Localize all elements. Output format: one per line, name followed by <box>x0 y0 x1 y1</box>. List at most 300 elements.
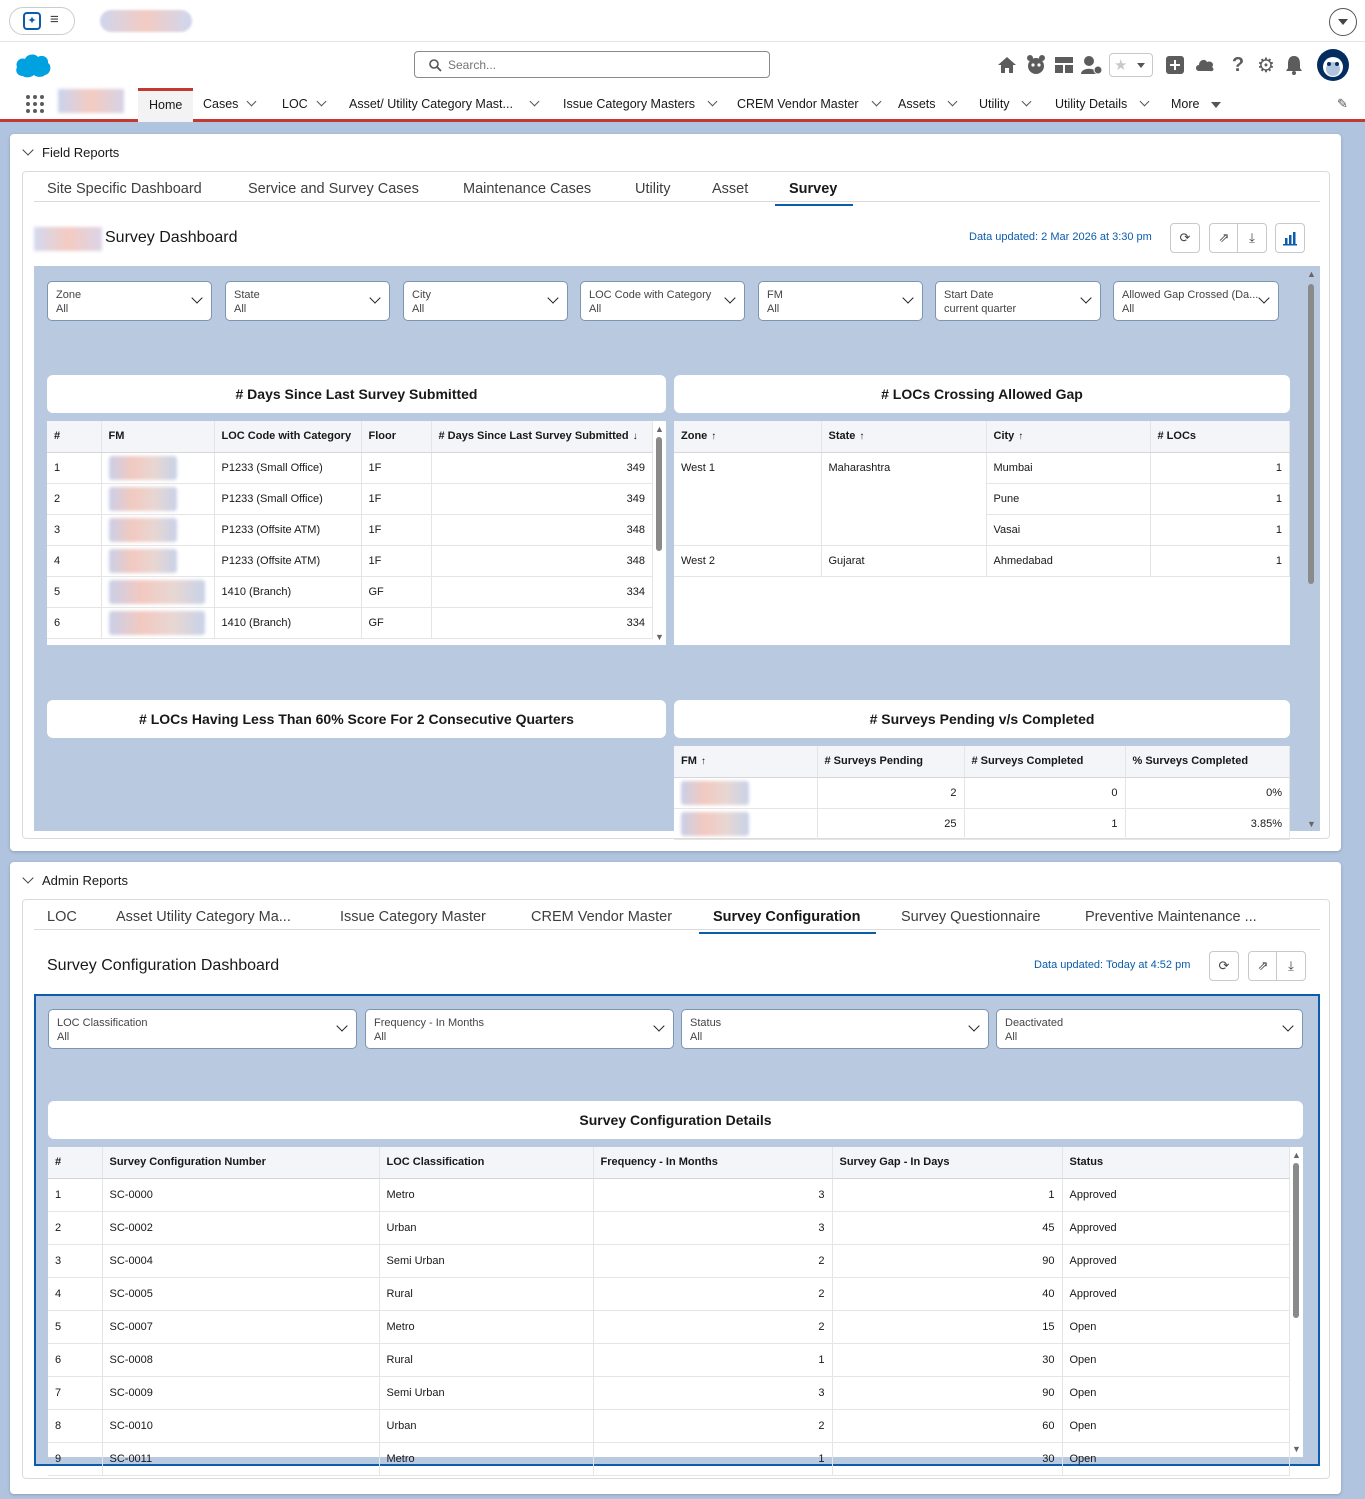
cell: SC-0002 <box>102 1211 379 1244</box>
column-header-zone[interactable] <box>674 421 821 452</box>
download-button[interactable] <box>1237 223 1267 253</box>
cell: 1 <box>48 1178 102 1211</box>
cell: 1F <box>361 545 431 576</box>
tab-maintenance-cases[interactable]: Maintenance Cases <box>463 181 592 197</box>
surveys-pending-table[interactable] <box>674 746 1290 831</box>
scroll-up-icon[interactable]: ▲ <box>1307 269 1316 279</box>
filter-allowed-gap[interactable] <box>1113 281 1279 321</box>
cell: Gujarat <box>821 545 986 576</box>
help-icon[interactable]: ? <box>1231 53 1245 76</box>
widget-title-days-since-survey: # Days Since Last Survey Submitted <box>47 375 666 413</box>
nav-item-assets[interactable] <box>898 88 956 122</box>
widget-title-survey-config: Survey Configuration Details <box>48 1101 1303 1139</box>
nav-label: LOC <box>282 97 308 111</box>
filter-city[interactable] <box>403 281 568 321</box>
days-since-survey-table[interactable] <box>47 421 653 645</box>
nav-item-utility[interactable] <box>979 88 1030 122</box>
tab-service-survey-cases[interactable]: Service and Survey Cases <box>248 181 419 197</box>
nav-label: Utility <box>979 97 1010 111</box>
nav-item-issue-category[interactable] <box>563 88 716 122</box>
filter-deactivated[interactable] <box>996 1009 1303 1049</box>
cell: 1 <box>1150 545 1290 576</box>
fm-cell <box>101 545 214 576</box>
nav-label: More <box>1171 97 1200 111</box>
cell: 4 <box>48 1277 102 1310</box>
header-label: State <box>828 430 856 443</box>
table-row[interactable] <box>47 576 653 607</box>
filter-value: current quarter <box>944 303 1017 315</box>
scrollbar[interactable] <box>1293 1163 1299 1318</box>
column-header[interactable]: # LOCs <box>1150 421 1290 452</box>
column-header-sorted[interactable] <box>431 421 653 452</box>
scroll-down-icon[interactable]: ▼ <box>655 632 664 642</box>
tab-utility[interactable]: Utility <box>635 181 671 197</box>
cell: Approved <box>1062 1244 1290 1277</box>
sort-descending-icon: ↓ <box>632 431 638 443</box>
cell: 2 <box>817 777 964 808</box>
section-title: Admin Reports <box>42 873 128 888</box>
filter-label: Deactivated <box>1005 1017 1064 1029</box>
column-header[interactable]: LOC Classification <box>379 1147 593 1178</box>
dashboard-icon[interactable] <box>1053 54 1075 76</box>
blurred-name <box>681 781 749 805</box>
cell: West 2 <box>674 545 821 576</box>
cell: Rural <box>379 1343 593 1376</box>
table-row[interactable] <box>48 1442 1290 1475</box>
cell: GF <box>361 576 431 607</box>
cell: SC-0008 <box>102 1343 379 1376</box>
cell: 45 <box>832 1211 1062 1244</box>
cell: 30 <box>832 1343 1062 1376</box>
cell: P1233 (Offsite ATM) <box>214 514 361 545</box>
cell: 15 <box>832 1310 1062 1343</box>
scroll-down-icon[interactable]: ▼ <box>1307 819 1316 829</box>
top-bar <box>0 0 1365 42</box>
cell: 2 <box>593 1244 832 1277</box>
cell: 90 <box>832 1244 1062 1277</box>
sort-ascending-icon: ↑ <box>1018 431 1024 443</box>
fm-cell <box>101 607 214 638</box>
cell: SC-0004 <box>102 1244 379 1277</box>
analytics-button[interactable] <box>1275 223 1305 253</box>
section-title: Field Reports <box>42 145 120 160</box>
agent-icon: ✦ <box>23 12 41 30</box>
filter-status[interactable] <box>681 1009 989 1049</box>
blurred-name <box>109 456 177 480</box>
cell: 6 <box>47 607 101 638</box>
table-row[interactable] <box>48 1211 1290 1244</box>
cell: 60 <box>832 1409 1062 1442</box>
table-row[interactable] <box>48 1343 1290 1376</box>
cell: Urban <box>379 1409 593 1442</box>
cell: 3 <box>593 1211 832 1244</box>
refresh-button[interactable] <box>1209 951 1239 981</box>
blurred-name <box>109 549 177 573</box>
cell: Pune <box>986 483 1150 514</box>
cell: 4 <box>47 545 101 576</box>
cell: 349 <box>431 483 653 514</box>
cell: Metro <box>379 1442 593 1475</box>
caret-down-icon <box>1211 102 1221 108</box>
cell: 3.85% <box>1125 808 1290 839</box>
cell: 2 <box>593 1409 832 1442</box>
tab-preventive-maintenance[interactable]: Preventive Maintenance ... <box>1085 909 1257 925</box>
widget-title-locs-crossing-gap: # LOCs Crossing Allowed Gap <box>674 375 1290 413</box>
filter-value: All <box>1005 1031 1018 1043</box>
menu-icon: ≡ <box>50 11 59 28</box>
dashboard-title: Survey Dashboard <box>105 229 238 246</box>
data-updated-text: Data updated: 2 Mar 2026 at 3:30 pm <box>969 231 1152 243</box>
gap-widget-body <box>674 578 1290 645</box>
cell: Mumbai <box>986 452 1150 483</box>
cell: 3 <box>593 1178 832 1211</box>
cell: 2 <box>47 483 101 514</box>
cell: Ahmedabad <box>986 545 1150 576</box>
nav-item-loc[interactable] <box>282 88 325 122</box>
cell: 90 <box>832 1376 1062 1409</box>
cell: 30 <box>832 1442 1062 1475</box>
cell: 1410 (Branch) <box>214 576 361 607</box>
cell: Open <box>1062 1376 1290 1409</box>
field-reports-header[interactable] <box>24 145 119 160</box>
nav-label: Assets <box>898 97 936 111</box>
filter-label: Zone <box>56 289 82 301</box>
cell: 1410 (Branch) <box>214 607 361 638</box>
cell: SC-0011 <box>102 1442 379 1475</box>
locs-crossing-gap-table[interactable] <box>674 421 1290 578</box>
cell: 3 <box>593 1376 832 1409</box>
filter-value: All <box>56 303 69 315</box>
column-header-city[interactable] <box>986 421 1150 452</box>
table-row[interactable] <box>48 1244 1290 1277</box>
filter-label: Status <box>690 1017 722 1029</box>
chevron-down-icon[interactable] <box>1140 97 1150 107</box>
edit-nav-icon[interactable]: ✎ <box>1337 96 1348 111</box>
add-icon[interactable] <box>1164 54 1186 76</box>
cell: P1233 (Small Office) <box>214 452 361 483</box>
blurred-tab <box>100 10 192 32</box>
refresh-icon: ⟳ <box>1179 230 1191 245</box>
nav-label: Asset/ Utility Category Mast... <box>349 97 513 111</box>
cell: 1F <box>361 483 431 514</box>
refresh-icon: ⟳ <box>1218 958 1230 973</box>
favorites-button[interactable] <box>1109 53 1153 77</box>
cell: 1 <box>593 1343 832 1376</box>
filter-value: All <box>1122 303 1135 315</box>
tab-asset-utility-category[interactable]: Asset Utility Category Ma... <box>116 909 291 925</box>
column-header[interactable]: Survey Configuration Number <box>102 1147 379 1178</box>
cell: 0% <box>1125 777 1290 808</box>
filter-value: All <box>412 303 425 315</box>
tab-survey[interactable]: Survey <box>775 176 853 206</box>
column-header[interactable]: Survey Gap - In Days <box>832 1147 1062 1178</box>
nav-label: CREM Vendor Master <box>737 97 859 111</box>
cell: SC-0007 <box>102 1310 379 1343</box>
cell: Metro <box>379 1310 593 1343</box>
filter-label: Allowed Gap Crossed (Da... <box>1122 289 1259 301</box>
cell: Approved <box>1062 1211 1290 1244</box>
chevron-down-icon <box>22 144 33 155</box>
cell: 6 <box>48 1343 102 1376</box>
cell: Approved <box>1062 1178 1290 1211</box>
column-header[interactable]: # Surveys Pending <box>817 746 964 777</box>
cell: Open <box>1062 1310 1290 1343</box>
table-row[interactable] <box>48 1409 1290 1442</box>
nav-item-crem-vendor[interactable] <box>737 88 880 122</box>
chevron-down-icon[interactable] <box>947 97 957 107</box>
cell: 5 <box>48 1310 102 1343</box>
download-icon: ⤓ <box>1288 958 1294 973</box>
cell: 1 <box>1150 452 1290 483</box>
table-row[interactable] <box>48 1277 1290 1310</box>
home-icon[interactable] <box>996 54 1018 76</box>
filter-label: City <box>412 289 431 301</box>
cell: 349 <box>431 452 653 483</box>
widget-title-low-score-locs: # LOCs Having Less Than 60% Score For 2 Consecutive Quarters <box>47 700 666 738</box>
browser-menu-button[interactable] <box>1329 8 1357 36</box>
column-header[interactable]: FM <box>101 421 214 452</box>
cell: 7 <box>48 1376 102 1409</box>
blurred-name <box>681 812 749 836</box>
cell: SC-0009 <box>102 1376 379 1409</box>
scroll-up-icon[interactable]: ▲ <box>655 424 664 434</box>
refresh-button[interactable] <box>1170 223 1200 253</box>
tab-asset[interactable]: Asset <box>712 181 749 197</box>
table-row[interactable] <box>48 1310 1290 1343</box>
column-header[interactable]: % Surveys Completed <box>1125 746 1290 777</box>
filter-label: Frequency - In Months <box>374 1017 485 1029</box>
cell: 5 <box>47 576 101 607</box>
app-launcher-pill[interactable] <box>9 7 75 35</box>
user-settings-icon[interactable] <box>1080 54 1104 76</box>
cell: SC-0010 <box>102 1409 379 1442</box>
nav-label: Issue Category Masters <box>563 97 695 111</box>
fm-cell <box>674 808 817 839</box>
header-label: FM <box>681 755 697 768</box>
widget-title-surveys-pending: # Surveys Pending v/s Completed <box>674 700 1290 738</box>
table-row[interactable] <box>47 545 653 576</box>
cell: 2 <box>593 1277 832 1310</box>
blurred-name <box>109 580 205 604</box>
gear-icon[interactable]: ⚙ <box>1257 54 1275 77</box>
table-row[interactable] <box>47 452 653 483</box>
filter-label: FM <box>767 289 783 301</box>
column-header[interactable]: # <box>48 1147 102 1178</box>
filter-value: All <box>234 303 247 315</box>
cell: West 1 <box>674 452 821 545</box>
cell: GF <box>361 607 431 638</box>
cell: Rural <box>379 1277 593 1310</box>
cell: Approved <box>1062 1277 1290 1310</box>
nav-label: Cases <box>203 97 239 111</box>
trailhead-icon[interactable] <box>1025 54 1047 76</box>
filter-loc-classification[interactable] <box>48 1009 357 1049</box>
cell: Semi Urban <box>379 1376 593 1409</box>
admin-reports-header[interactable] <box>24 873 128 888</box>
cell: Open <box>1062 1409 1290 1442</box>
caret-down-icon <box>1137 63 1145 68</box>
nav-label: Utility Details <box>1055 97 1128 111</box>
cell: 8 <box>48 1409 102 1442</box>
search-icon <box>429 59 442 72</box>
cell: 348 <box>431 545 653 576</box>
filter-frequency[interactable] <box>365 1009 674 1049</box>
global-search[interactable] <box>414 51 770 78</box>
cell: 1 <box>47 452 101 483</box>
app-name-blurred <box>58 89 124 113</box>
tab-survey-configuration[interactable]: Survey Configuration <box>699 904 876 934</box>
nav-item-utility-details[interactable] <box>1055 88 1148 122</box>
table-row[interactable] <box>674 545 1290 576</box>
table-row[interactable] <box>47 607 653 638</box>
dashboard-logo-blurred <box>34 227 102 251</box>
fm-cell <box>101 514 214 545</box>
header-label: # Days Since Last Survey Submitted <box>438 430 629 443</box>
tab-issue-category-master[interactable]: Issue Category Master <box>340 909 486 925</box>
cell: 3 <box>47 514 101 545</box>
scrollbar[interactable] <box>1308 284 1314 584</box>
blurred-name <box>109 518 177 542</box>
cell: 334 <box>431 576 653 607</box>
setup-assistant-icon[interactable] <box>1194 54 1216 76</box>
share-button[interactable] <box>1209 223 1239 253</box>
chevron-down-icon[interactable] <box>1021 97 1031 107</box>
tab-survey-questionnaire[interactable]: Survey Questionnaire <box>901 909 1041 925</box>
filter-value: All <box>767 303 780 315</box>
table-row[interactable] <box>48 1376 1290 1409</box>
filter-label: State <box>234 289 260 301</box>
sort-ascending-icon: ↑ <box>711 431 717 443</box>
share-button[interactable] <box>1248 951 1278 981</box>
low-score-widget-body <box>47 746 666 831</box>
notification-bell-icon[interactable] <box>1283 54 1305 76</box>
fm-cell <box>101 452 214 483</box>
filter-state[interactable] <box>225 281 390 321</box>
table-row[interactable] <box>48 1178 1290 1211</box>
scroll-down-icon[interactable]: ▼ <box>1292 1444 1301 1454</box>
sort-ascending-icon: ↑ <box>700 756 706 768</box>
share-icon: ⇗ <box>1218 230 1230 245</box>
cell: Open <box>1062 1442 1290 1475</box>
cell: P1233 (Small Office) <box>214 483 361 514</box>
filter-value: All <box>57 1031 70 1043</box>
filter-start-date[interactable] <box>935 281 1101 321</box>
cell: 40 <box>832 1277 1062 1310</box>
fm-cell <box>101 576 214 607</box>
search-input[interactable] <box>448 56 748 74</box>
chevron-down-icon <box>22 872 33 883</box>
tab-loc[interactable]: LOC <box>47 909 77 925</box>
nav-item-more[interactable] <box>1171 88 1221 122</box>
cell: Semi Urban <box>379 1244 593 1277</box>
column-header-state[interactable] <box>821 421 986 452</box>
cell: 2 <box>48 1211 102 1244</box>
filter-zone[interactable] <box>47 281 212 321</box>
blurred-name <box>109 487 177 511</box>
header-label: Zone <box>681 430 708 443</box>
table-row[interactable] <box>674 777 1290 808</box>
filter-fm[interactable] <box>758 281 923 321</box>
filter-label: LOC Classification <box>57 1017 148 1029</box>
cell: 0 <box>964 777 1125 808</box>
filter-value: All <box>690 1031 703 1043</box>
download-icon: ⤓ <box>1249 230 1255 245</box>
chevron-down-icon[interactable] <box>529 97 539 107</box>
cell: 1 <box>964 808 1125 839</box>
column-header[interactable]: Frequency - In Months <box>593 1147 832 1178</box>
dashboard-title: Survey Configuration Dashboard <box>47 957 280 974</box>
data-updated-text: Data updated: Today at 4:52 pm <box>1034 959 1191 971</box>
filter-label: LOC Code with Category <box>589 289 712 301</box>
table-row[interactable] <box>47 514 653 545</box>
chevron-down-icon[interactable] <box>247 97 257 107</box>
tab-site-specific-dashboard[interactable]: Site Specific Dashboard <box>47 181 202 197</box>
chevron-down-icon[interactable] <box>708 97 718 107</box>
share-icon: ⇗ <box>1257 958 1269 973</box>
column-header[interactable]: # Surveys Completed <box>964 746 1125 777</box>
cell: 1 <box>1150 483 1290 514</box>
filter-value: All <box>589 303 602 315</box>
table-row[interactable] <box>47 483 653 514</box>
blurred-name <box>109 611 205 635</box>
nav-item-cases[interactable] <box>203 88 255 122</box>
cell: 3 <box>48 1244 102 1277</box>
tab-crem-vendor-master[interactable]: CREM Vendor Master <box>531 909 673 925</box>
chevron-down-icon[interactable] <box>871 97 881 107</box>
avatar[interactable] <box>1317 49 1349 81</box>
nav-item-home[interactable] <box>138 88 193 122</box>
cell: 334 <box>431 607 653 638</box>
scroll-up-icon[interactable]: ▲ <box>1292 1150 1301 1160</box>
cell: Urban <box>379 1211 593 1244</box>
column-header-fm[interactable] <box>674 746 817 777</box>
cell: 9 <box>48 1442 102 1475</box>
fm-cell <box>674 777 817 808</box>
cell: Metro <box>379 1178 593 1211</box>
download-button[interactable] <box>1276 951 1306 981</box>
cell: 1F <box>361 514 431 545</box>
app-launcher-icon[interactable] <box>25 94 45 114</box>
salesforce-cloud-logo[interactable] <box>14 52 52 78</box>
cell: 1 <box>1150 514 1290 545</box>
column-header[interactable]: # <box>47 421 101 452</box>
cell: P1233 (Offsite ATM) <box>214 545 361 576</box>
column-header[interactable]: Floor <box>361 421 431 452</box>
cell: SC-0005 <box>102 1277 379 1310</box>
survey-config-table[interactable] <box>48 1147 1290 1465</box>
column-header[interactable]: Status <box>1062 1147 1290 1178</box>
nav-item-asset-utility[interactable] <box>349 88 538 122</box>
header-label: City <box>993 430 1015 443</box>
sort-ascending-icon: ↑ <box>859 431 865 443</box>
cell: SC-0000 <box>102 1178 379 1211</box>
table-row[interactable] <box>674 808 1290 839</box>
cell: 2 <box>593 1310 832 1343</box>
fm-cell <box>101 483 214 514</box>
cell: 1 <box>832 1178 1062 1211</box>
cell: 1 <box>593 1442 832 1475</box>
filter-loc-code[interactable] <box>580 281 745 321</box>
cell: Open <box>1062 1343 1290 1376</box>
tab-divider <box>34 201 1320 202</box>
scrollbar[interactable] <box>656 437 662 551</box>
column-header[interactable]: LOC Code with Category <box>214 421 361 452</box>
table-row[interactable] <box>674 452 1290 483</box>
nav-label: Home <box>149 98 183 112</box>
cell: 348 <box>431 514 653 545</box>
filter-label: Start Date <box>944 289 994 301</box>
chevron-down-icon[interactable] <box>316 97 326 107</box>
